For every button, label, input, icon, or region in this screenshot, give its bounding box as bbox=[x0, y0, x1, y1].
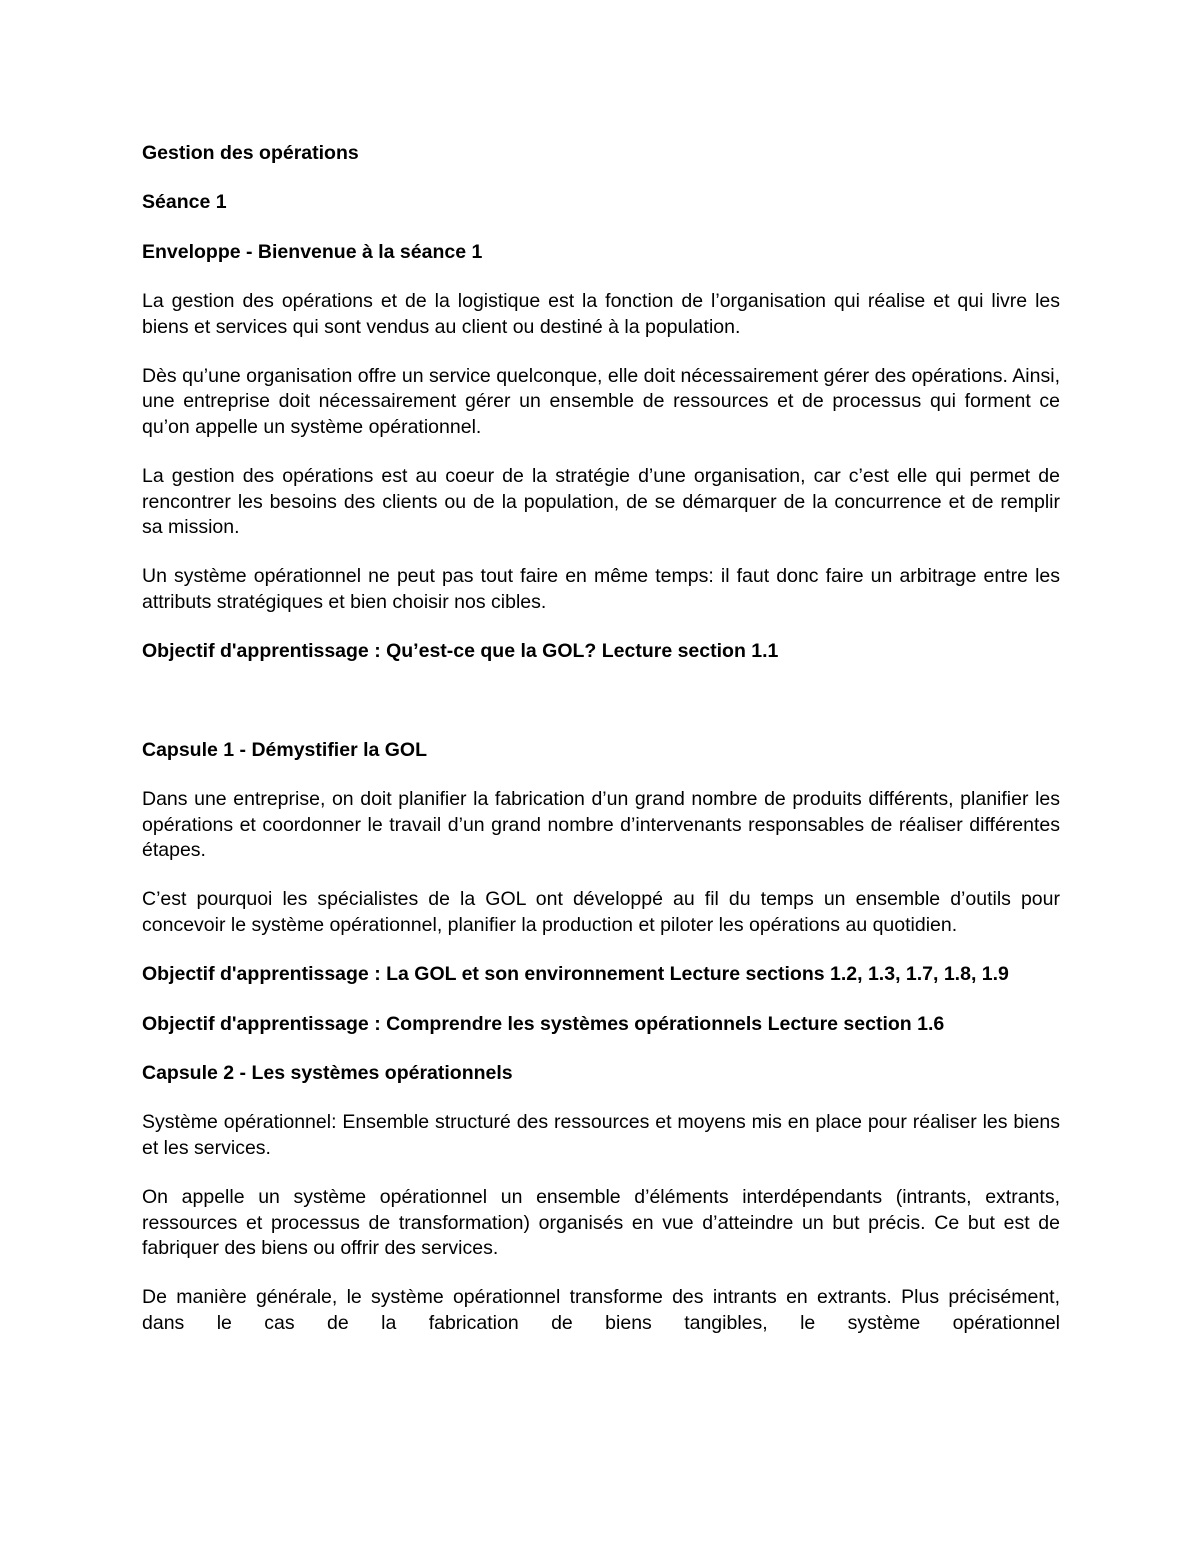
document-body bbox=[142, 141, 1060, 1360]
capsule-paragraph: On appelle un système opérationnel un ensemble d’éléments interdépendants (intrants, extrants, ressources et processus de transformation) organisés en vue d’atteindre un but précis. Ce but est de fabriquer des biens ou offrir des services. bbox=[142, 1186, 1060, 1259]
document-title: Gestion des opérations bbox=[142, 142, 359, 164]
capsule-heading: Capsule 2 - Les systèmes opérationnels bbox=[142, 1061, 513, 1084]
capsule-paragraph: Dans une entreprise, on doit planifier la fabrication d’un grand nombre de produits différents, planifier les opérations et coordonner le travail d’un grand nombre d’intervenants responsables de réaliser différentes étapes. bbox=[142, 788, 1060, 861]
capsule-paragraph: C’est pourquoi les spécialistes de la GOL ont développé au fil du temps un ensemble d’outils pour concevoir le système opérationnel, planifier la production et piloter les opérations au quotidien. bbox=[142, 888, 1060, 936]
capsule-paragraph: De manière générale, le système opérationnel transforme des intrants en extrants. Plus précisément, dans le cas de la fabrication de biens tangibles, le système opérationnel bbox=[142, 1286, 1060, 1334]
capsule-heading: Capsule 1 - Démystifier la GOL bbox=[142, 738, 428, 761]
intro-paragraph: Un système opérationnel ne peut pas tout faire en même temps: il faut donc faire un arbitrage entre les attributs stratégiques et bien choisir nos cibles. bbox=[142, 565, 1060, 613]
learning-objective: Objectif d'apprentissage : La GOL et son environnement Lecture sections 1.2, 1.3, 1.7, 1.8, 1.9 bbox=[142, 963, 1009, 986]
intro-paragraph: Dès qu’une organisation offre un service quelconque, elle doit nécessairement gérer des opérations. Ainsi, une entreprise doit nécessairement gérer un ensemble de ressources et de processus qui forment ce qu’on appelle un système opérationnel. bbox=[142, 365, 1060, 438]
envelope-heading: Enveloppe - Bienvenue à la séance 1 bbox=[142, 240, 483, 263]
intro-paragraph: La gestion des opérations et de la logistique est la fonction de l’organisation qui réalise et qui livre les biens et services qui sont vendus au client ou destiné à la population. bbox=[142, 290, 1060, 338]
learning-objective: Objectif d'apprentissage : Qu’est-ce que la GOL? Lecture section 1.1 bbox=[142, 640, 779, 663]
session-heading: Séance 1 bbox=[142, 191, 227, 214]
capsule-paragraph: Système opérationnel: Ensemble structuré des ressources et moyens mis en place pour réaliser les biens et les services. bbox=[142, 1111, 1060, 1159]
intro-paragraph: La gestion des opérations est au coeur de la stratégie d’une organisation, car c’est elle qui permet de rencontrer les besoins des clients ou de la population, de se démarquer de la concurrence et de remplir sa mission. bbox=[142, 465, 1060, 539]
learning-objective: Objectif d'apprentissage : Comprendre les systèmes opérationnels Lecture section 1.6 bbox=[142, 1012, 945, 1035]
